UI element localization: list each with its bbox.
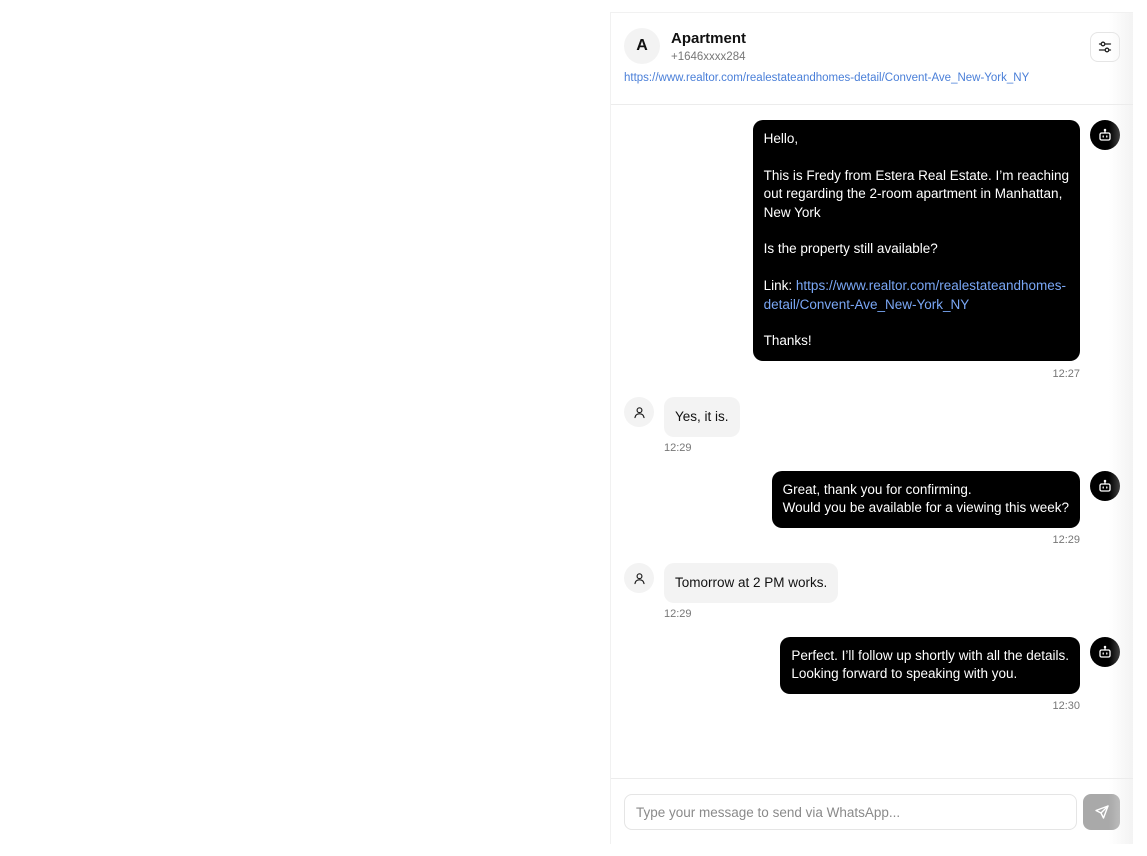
contact-phone: +1646xxxx284 xyxy=(671,51,746,63)
message-text: New York xyxy=(763,204,821,220)
message-text: Perfect. I’ll follow up shortly with all the details. xyxy=(791,648,1069,663)
message-time: 12:30 xyxy=(1052,700,1080,712)
settings-button[interactable] xyxy=(1090,32,1120,62)
contact-avatar: A xyxy=(624,28,660,64)
outgoing-message xyxy=(772,471,1080,528)
bot-icon xyxy=(1098,645,1112,659)
bot-avatar xyxy=(1090,637,1120,667)
message-time: 12:29 xyxy=(664,608,692,620)
message-text: Looking forward to speaking with you. xyxy=(791,666,1018,682)
message-time: 12:29 xyxy=(1052,534,1080,546)
message-text: Thanks! xyxy=(763,333,812,349)
send-icon xyxy=(1094,804,1110,820)
link-label: Link: xyxy=(763,278,796,294)
chat-header xyxy=(611,13,1133,105)
bot-avatar xyxy=(1090,120,1120,150)
outgoing-message xyxy=(753,120,1080,361)
contact-message-avatar xyxy=(624,563,654,593)
chat-panel xyxy=(610,12,1133,844)
contact-name: Apartment xyxy=(671,30,747,47)
outgoing-message xyxy=(780,637,1080,694)
message-list[interactable] xyxy=(611,106,1133,776)
message-text: Hello, xyxy=(763,131,799,146)
message-text: Is the property still available? xyxy=(763,241,938,257)
message-input[interactable] xyxy=(624,794,1077,830)
incoming-message: Yes, it is. xyxy=(664,397,740,437)
message-time: 12:27 xyxy=(1052,368,1080,380)
message-text: Would you be available for a viewing this week? xyxy=(782,500,1069,516)
bot-icon xyxy=(1098,479,1112,493)
sliders-icon xyxy=(1098,40,1112,54)
contact-message-avatar xyxy=(624,397,654,427)
message-composer xyxy=(611,778,1133,845)
incoming-message: Tomorrow at 2 PM works. xyxy=(664,563,838,603)
user-icon xyxy=(633,572,646,585)
bot-icon xyxy=(1098,128,1112,142)
user-icon xyxy=(633,406,646,419)
listing-link[interactable]: https://www.realtor.com/realestateandhomes-detail/Convent-Ave_New-York_NY xyxy=(624,72,1030,84)
message-text: Great, thank you for confirming. xyxy=(782,482,972,497)
message-time: 12:29 xyxy=(664,442,692,454)
message-text: out regarding the 2-room apartment in Manhattan, xyxy=(763,186,1063,202)
send-button[interactable] xyxy=(1083,794,1120,830)
bot-avatar xyxy=(1090,471,1120,501)
message-text: This is Fredy from Estera Real Estate. I’m reaching xyxy=(763,167,1069,183)
message-link-continued[interactable]: detail/Convent-Ave_New-York_NY xyxy=(763,296,970,312)
message-link[interactable]: https://www.realtor.com/realestateandhomes- xyxy=(795,278,1067,294)
